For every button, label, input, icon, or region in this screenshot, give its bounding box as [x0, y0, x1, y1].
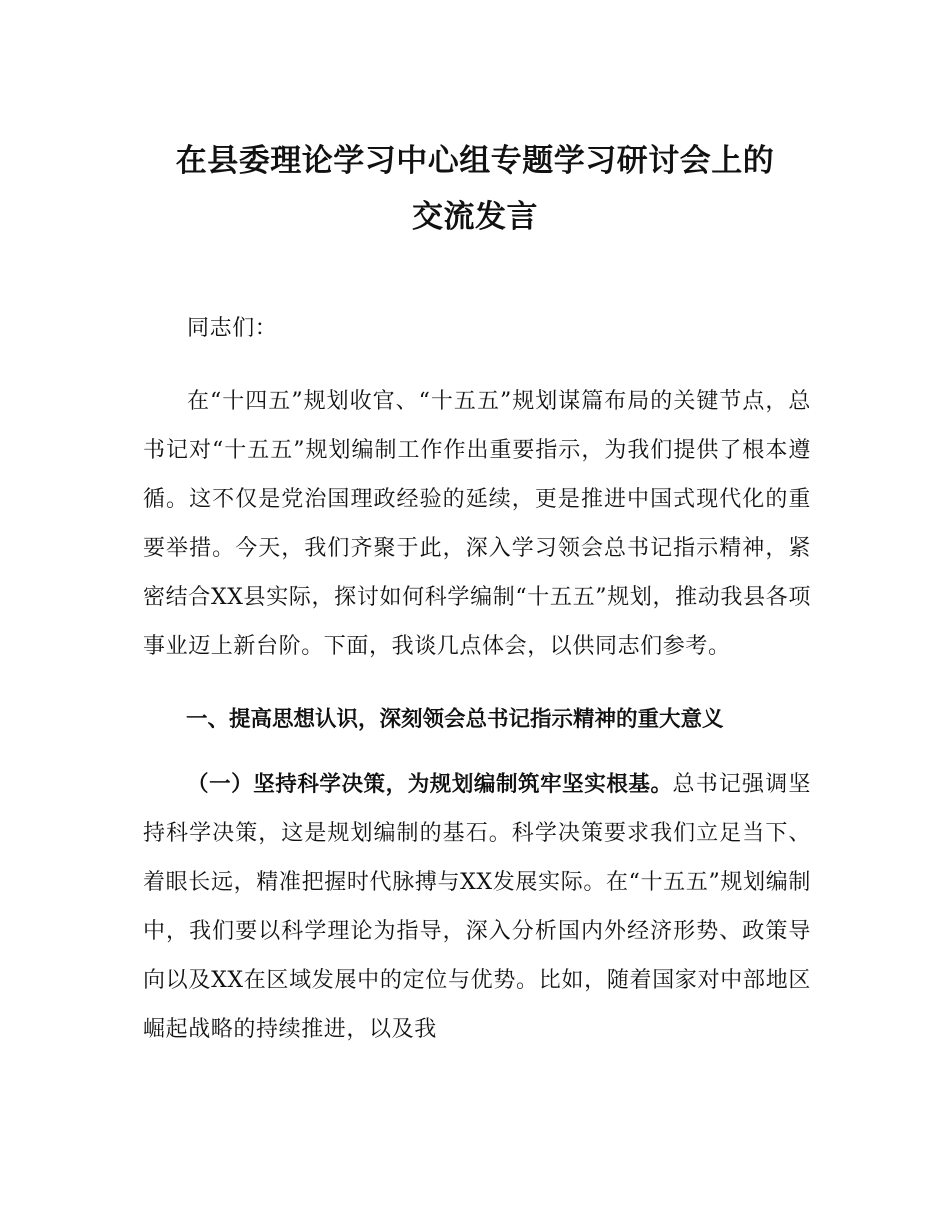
- greeting: 同志们：: [187, 316, 278, 341]
- document-title-line-1: 在县委理论学习中心组专题学习研讨会上的: [175, 142, 775, 179]
- document-title: [110, 133, 840, 245]
- intro-paragraph: 在“十四五”规划收官、“十五五”规划谋篇布局的关键节点，总书记对“十五五”规划编制工作作出重要指示，为我们提供了根本遵循。这不仅是党治国理政经验的延续，更是推进中国式现代化的重要举措。今天，我们齐聚于此，深入学习领会总书记指示精神，紧密结合XX县实际，探讨如何科学编制“十五五”规划，推动我县各项事业迈上新台阶。下面，我谈几点体会，以供同志们参考。: [143, 389, 811, 659]
- subsection-lead-1: （一）坚持科学决策，为规划编制筑牢坚实根基。: [187, 772, 673, 797]
- subsection-text-1: 总书记强调坚持科学决策，这是规划编制的基石。科学决策要求我们立足当下、着眼长远，精准把握时代脉搏与XX发展实际。在“十五五”规划编制中，我们要以科学理论为指导，深入分析国内外经济形势、政策导向以及XX在区域发展中的定位与优势。比如，随着国家对中部地区崛起战略的持续推进，以及我: [143, 772, 811, 1042]
- subsection-paragraph-1: [143, 760, 811, 1054]
- document-body: [143, 304, 811, 1054]
- section-heading-1: 一、提高思想认识，深刻领会总书记指示精神的重大意义: [186, 707, 724, 732]
- document-title-line-2: 交流发言: [412, 198, 538, 235]
